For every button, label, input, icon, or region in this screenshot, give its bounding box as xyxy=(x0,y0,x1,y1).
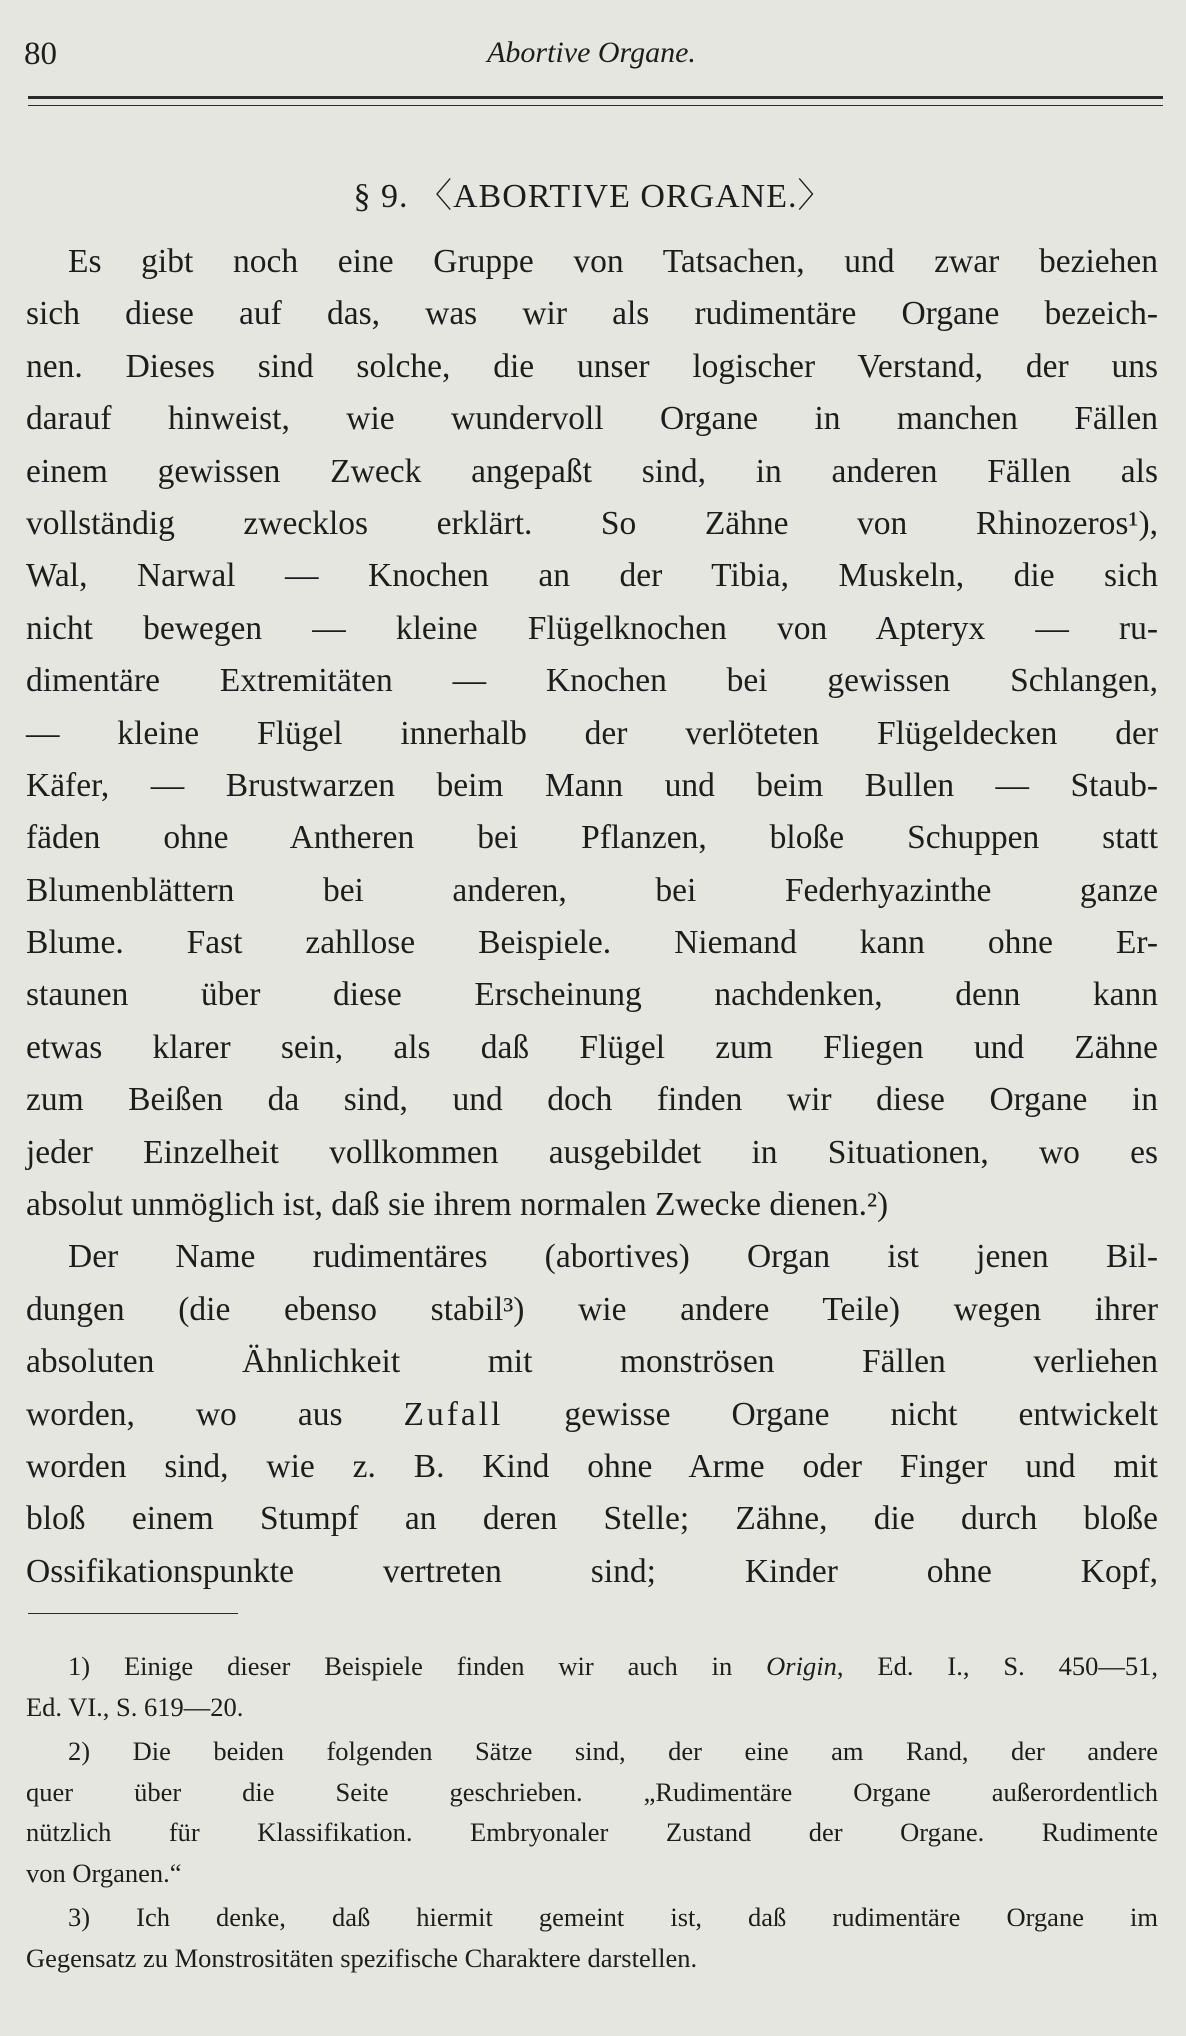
body-line: Blume. Fast zahllose Beispiele. Niemand kann ohne Er- xyxy=(26,924,1158,962)
body-line: dungen (die ebenso stabil³) wie andere Teile) wegen ihrer xyxy=(26,1290,1158,1328)
footnote-italic-title: Origin xyxy=(766,1651,837,1681)
body-line: Der Name rudimentäres (abortives) Organ ist jenen Bil- xyxy=(68,1238,1158,1276)
body-line: worden sind, wie z. B. Kind ohne Arme oder Finger und mit xyxy=(26,1447,1158,1485)
running-title: Abortive Organe. xyxy=(487,36,696,69)
footnote-2 xyxy=(26,1731,1158,1893)
body-line: Es gibt noch eine Gruppe von Tatsachen, und zwar beziehen xyxy=(68,243,1158,280)
body-line: jeder Einzelheit vollkommen ausgebildet in Situationen, wo es xyxy=(26,1133,1158,1171)
body-line: einem gewissen Zweck angepaßt sind, in anderen Fällen als xyxy=(26,452,1158,490)
body-line: dimentäre Extremitäten — Knochen bei gewissen Schlangen, xyxy=(26,662,1158,700)
footnote-line xyxy=(26,1646,1158,1687)
footnote-1 xyxy=(26,1646,1158,1727)
body-line-part: gewisse Organe nicht entwickelt xyxy=(564,1395,1159,1433)
body-line: staunen über diese Erscheinung nachdenken, denn kann xyxy=(26,976,1158,1014)
footnote-line: Ed. VI., S. 619—20. xyxy=(26,1691,244,1722)
body-line: — kleine Flügel innerhalb der verlöteten Flügeldecken der xyxy=(26,714,1158,752)
footnote-text: 1) Einige dieser Beispiele finden wir auch in xyxy=(68,1651,733,1681)
footnote-line: von Organen.“ xyxy=(26,1857,182,1888)
footnote-line: 2) Die beiden folgenden Sätze sind, der eine am Rand, der andere xyxy=(68,1736,1158,1766)
body-text xyxy=(26,236,1158,1598)
body-line: Blumenblättern bei anderen, bei Federhyazinthe ganze xyxy=(26,871,1158,909)
page-header xyxy=(24,36,1159,80)
body-line: Wal, Narwal — Knochen an der Tibia, Muskeln, die sich xyxy=(26,557,1158,595)
footnote-rule xyxy=(28,1613,238,1614)
page-number: 80 xyxy=(24,36,57,72)
body-line: nicht bewegen — kleine Flügelknochen von Apteryx — ru- xyxy=(26,609,1158,647)
body-line: sich diese auf das, was wir als rudimentäre Organe bezeich- xyxy=(26,295,1158,333)
header-rule-thick xyxy=(28,96,1163,99)
body-line: absolut unmöglich ist, daß sie ihrem normalen Zwecke dienen.²) xyxy=(26,1186,889,1224)
body-line: Käfer, — Brustwarzen beim Mann und beim Bullen — Staub- xyxy=(26,766,1158,804)
body-line: bloß einem Stumpf an deren Stelle; Zähne, die durch bloße xyxy=(26,1500,1158,1538)
footnote-line: 3) Ich denke, daß hiermit gemeint ist, daß rudimentäre Organe im xyxy=(68,1902,1158,1932)
body-line: nen. Dieses sind solche, die unser logischer Verstand, der uns xyxy=(26,347,1158,385)
body-line: etwas klarer sein, als daß Flügel zum Fliegen und Zähne xyxy=(26,1028,1158,1066)
footnote-line: quer über die Seite geschrieben. „Rudimentäre Organe außerordentlich xyxy=(26,1776,1158,1807)
body-line: zum Beißen da sind, und doch finden wir diese Organe in xyxy=(26,1081,1158,1119)
spaced-emphasis-word: Zufall xyxy=(403,1395,504,1433)
body-line: darauf hinweist, wie wundervoll Organe in manchen Fällen xyxy=(26,400,1158,438)
body-line: fäden ohne Antheren bei Pflanzen, bloße Schuppen statt xyxy=(26,819,1158,857)
body-line-with-spaced-word xyxy=(26,1389,1158,1441)
footnote-3 xyxy=(26,1897,1158,1978)
body-line-part: worden, wo aus xyxy=(26,1395,343,1433)
body-line: absoluten Ähnlichkeit mit monströsen Fällen verliehen xyxy=(26,1343,1158,1381)
footnote-line: Gegensatz zu Monstrositäten spezifische Charaktere darstellen. xyxy=(26,1942,698,1973)
footnote-line: nützlich für Klassifikation. Embryonaler Zustand der Organe. Rudimente xyxy=(26,1817,1158,1847)
footnote-text: , Ed. I., S. 450—51, xyxy=(836,1651,1159,1681)
footnotes xyxy=(26,1646,1158,1982)
header-rule-thin xyxy=(28,105,1163,106)
section-title: § 9. 〈ABORTIVE ORGANE.〉 xyxy=(353,178,833,215)
body-line: Ossifikationspunkte vertreten sind; Kinder ohne Kopf, xyxy=(26,1552,1158,1590)
body-line: vollständig zwecklos erklärt. So Zähne von Rhinozeros¹), xyxy=(26,504,1158,542)
